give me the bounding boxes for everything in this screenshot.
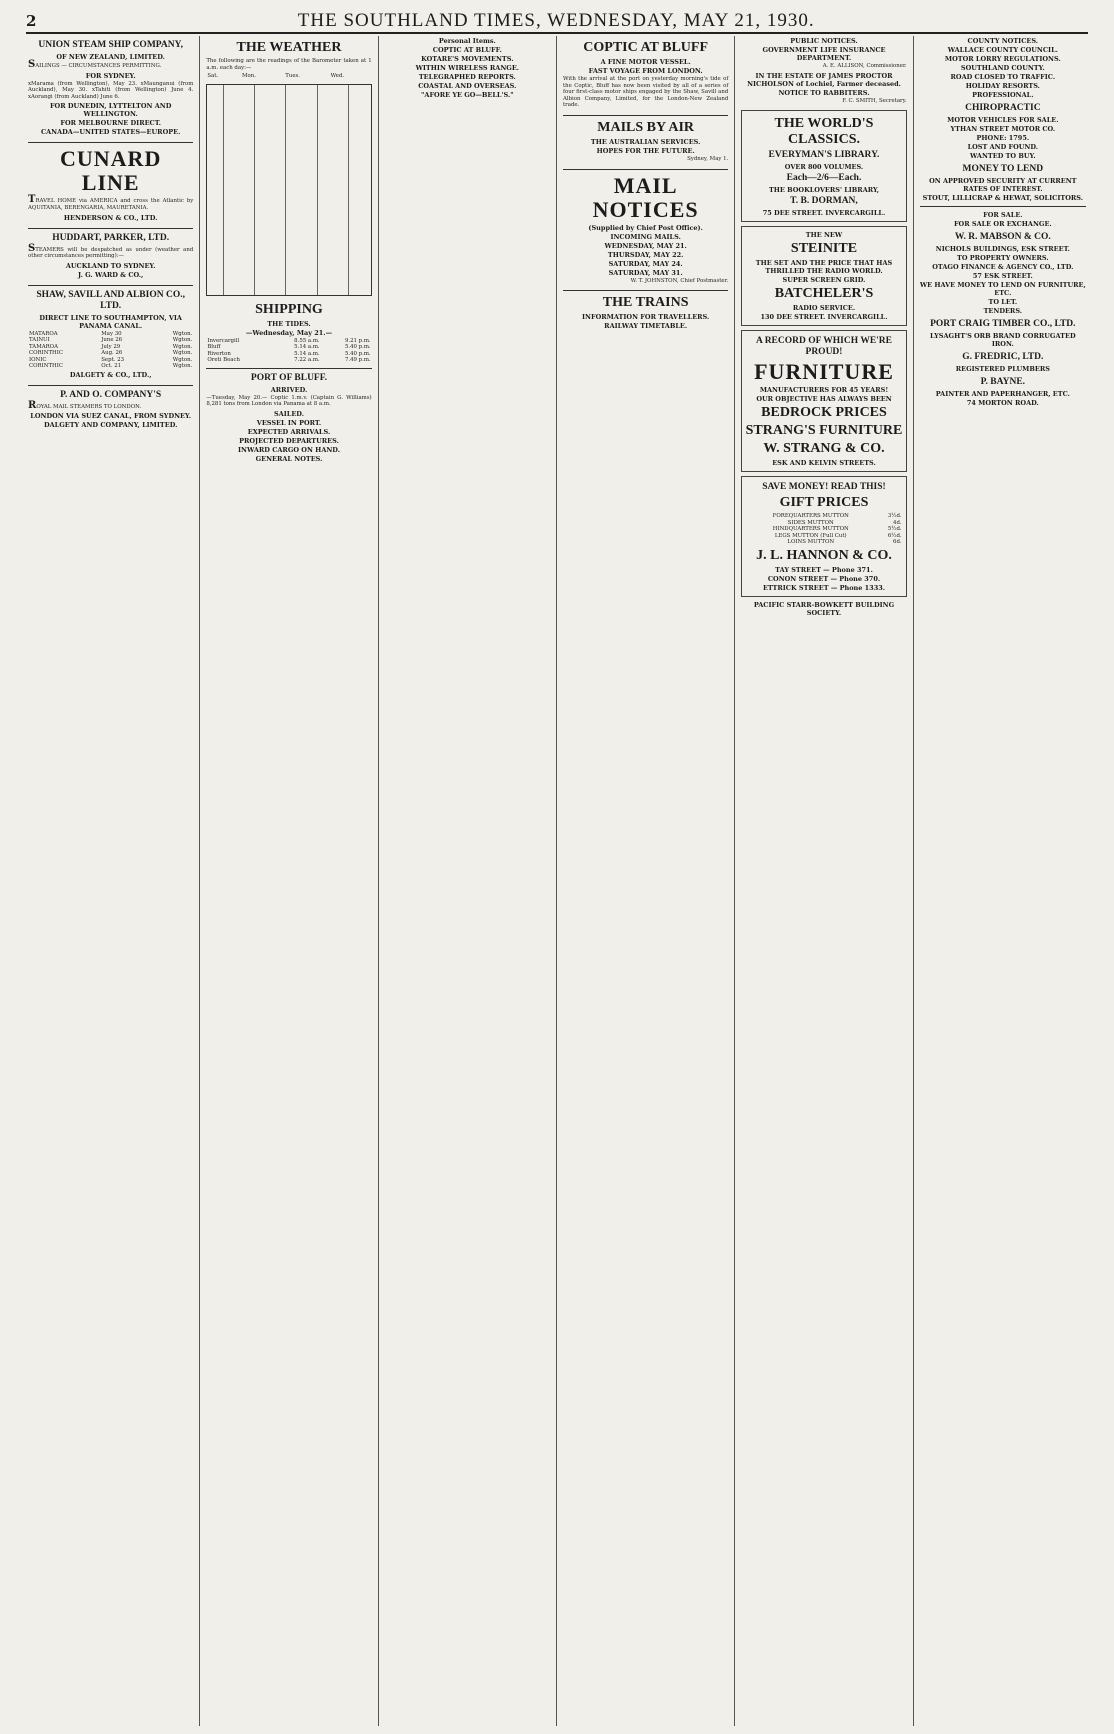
barometer-scale <box>207 85 224 295</box>
mail-notices <box>563 174 728 285</box>
coptic-heading: COPTIC AT BLUFF. <box>432 46 502 54</box>
weather-title: THE WEATHER <box>236 40 342 55</box>
mails-dateline: Sydney, May 1. <box>687 155 729 162</box>
port-title: PORT OF BLUFF. <box>250 372 328 383</box>
table-row: Riverton 5.14 a.m. 5.40 p.m. <box>207 350 371 357</box>
table-row: TAINUI June 26 Wgton. <box>29 337 193 344</box>
po-agent: DALGETY AND COMPANY, LIMITED. <box>43 421 178 430</box>
po-title: P. AND O. COMPANY'S <box>60 389 162 400</box>
vessel-heading: VESSEL IN PORT. <box>256 418 322 427</box>
cunard-text: TRAVEL HOME via AMERICA and cross the Atlantic by AQUITANIA, BERENGARIA, MAURETANIA. <box>28 194 194 211</box>
newspaper-title: THE SOUTHLAND TIMES, WEDNESDAY, MAY 21, 1930. <box>297 10 815 31</box>
rabbit-heading: NOTICE TO RABBITERS. <box>778 88 870 97</box>
coptic-text: With the arrival at the port on yesterday morning's tide of the Coptic, Bluff has now been visited by all of a series of four first-class motor ships engaged by the Shaw, Savill and Albion Company, Limited, for the London-New Zealand trade. <box>562 76 729 109</box>
column-1 <box>22 36 200 1726</box>
cunard-agent: HENDERSON & CO., LTD. <box>63 213 158 222</box>
chiro-heading: CHIROPRACTIC <box>965 103 1041 113</box>
huddart-agent: J. G. WARD & CO., <box>78 270 144 279</box>
shaw-text: DIRECT LINE TO SOUTHAMPTON, VIA PANAMA CANAL. <box>39 313 182 330</box>
inward-heading: INWARD CARGO ON HAND. <box>238 445 340 454</box>
weather-section <box>206 40 371 296</box>
wed-heading: WEDNESDAY, MAY 21. <box>604 241 687 250</box>
public-heading: PUBLIC NOTICES. <box>790 37 858 45</box>
sat31-heading: SATURDAY, MAY 31. <box>608 268 683 277</box>
batcheler-title: BATCHELER'S <box>774 286 874 302</box>
incoming-heading: INCOMING MAILS. <box>610 232 681 241</box>
huddart-title: HUDDART, PARKER, LTD. <box>52 232 170 243</box>
general-heading: GENERAL NOTES. <box>255 454 323 463</box>
table-row: FOREQUARTERS MUTTON 3½d. <box>772 513 902 520</box>
kotare-heading: KOTARE'S MOVEMENTS. <box>421 55 514 63</box>
usc-sailings: SAILINGS — CIRCUMSTANCES PERMITTING. <box>28 59 162 70</box>
weather-day-headers: Sat. Mon. Tues. Wed. <box>207 73 345 80</box>
thu-heading: THURSDAY, MAY 22. <box>607 250 684 259</box>
bedrock-title: BEDROCK PRICES <box>761 405 887 421</box>
column-4 <box>557 36 735 1726</box>
table-row: LEGS MUTTON (Full Cut) 6½d. <box>774 532 902 539</box>
table-row: HINDQUARTERS MUTTON 5½d. <box>772 526 902 533</box>
cunard-ad <box>28 147 193 221</box>
mails-article <box>563 120 728 163</box>
fredric-heading: G. FREDRIC, LTD. <box>962 352 1044 362</box>
everyman-sub: OVER 800 VOLUMES. <box>784 163 864 172</box>
county-heading: COUNTY NOTICES. <box>967 37 1039 45</box>
weather-text: The following are the readings of the Barometer taken at 1 a.m. each day:— <box>206 58 372 71</box>
barometer-chart <box>206 84 371 296</box>
arrived-heading: ARRIVED. <box>270 385 308 394</box>
trains-subtitle: INFORMATION FOR TRAVELLERS. <box>582 313 710 322</box>
divider <box>28 142 193 143</box>
notices-subtitle: (Supplied by Chief Post Office). <box>588 223 703 232</box>
motor-heading: MOTOR LORRY REGULATIONS. <box>944 55 1061 63</box>
property-heading: TO PROPERTY OWNERS. <box>957 254 1049 262</box>
table-row: MATAROA May 30 Wgton. <box>29 330 193 337</box>
column-3 <box>379 36 557 1726</box>
sailed-heading: SAILED. <box>274 409 304 418</box>
column-6 <box>914 36 1092 1726</box>
gov-signed: A. E. ALLISON, Commissioner. <box>822 63 907 69</box>
notices-title: MAIL NOTICES <box>592 172 699 222</box>
table-row: SIDES MUTTON 4d. <box>787 519 902 526</box>
road-heading: ROAD CLOSED TO TRAFFIC. <box>950 73 1056 81</box>
timber-heading: PORT CRAIG TIMBER CO., LTD. <box>930 319 1076 329</box>
county-notices <box>920 37 1086 407</box>
steinite-pre: THE NEW <box>805 231 843 240</box>
steinite-sub: SUPER SCREEN GRID. <box>782 276 866 285</box>
wireless-heading: WITHIN WIRELESS RANGE. <box>415 64 520 72</box>
expected-heading: EXPECTED ARRIVALS. <box>247 427 331 436</box>
classics-ad <box>741 110 906 222</box>
trains-title: THE TRAINS <box>602 295 689 311</box>
shaw-sailings-table <box>28 331 193 370</box>
mabson-address: NICHOLS BUILDINGS, ESK STREET. <box>935 245 1070 253</box>
furniture-title: FURNITURE <box>754 359 894 385</box>
shaw-title: SHAW, SAVILL AND ALBION CO., LTD. <box>36 289 185 311</box>
trains-section <box>563 295 728 330</box>
tides-table <box>206 338 371 364</box>
wanted-heading: WANTED TO BUY. <box>970 152 1036 160</box>
forsale-heading: FOR SALE. <box>983 211 1023 219</box>
dorman: T. B. DORMAN, <box>790 196 858 207</box>
usc-title: UNION STEAM SHIP COMPANY, <box>38 40 183 50</box>
arrived-text: —Tuesday, May 20.— Coptic 1.m.v. (Captain G. Williams) 8,281 tons from London via Panama at 8 a.m. <box>206 394 372 408</box>
gift-title: GIFT PRICES <box>779 495 869 511</box>
save-title: SAVE MONEY! READ THIS! <box>762 482 886 493</box>
table-row: Invercargill 8.55 a.m. 9.21 p.m. <box>207 337 371 344</box>
sat-heading: SATURDAY, MAY 24. <box>608 259 683 268</box>
wallace-heading: WALLACE COUNTY COUNCIL. <box>947 46 1058 54</box>
otago-heading: OTAGO FINANCE & AGENCY CO., LTD. <box>932 263 1074 271</box>
table-row: LOINS MUTTON 6d. <box>787 539 902 546</box>
usc-subtitle: OF NEW ZEALAND, LIMITED. <box>56 53 165 61</box>
masthead <box>26 10 1088 34</box>
mails-subtitle-2: HOPES FOR THE FUTURE. <box>596 146 695 155</box>
shipping-news <box>385 37 550 99</box>
professional-heading: PROFESSIONAL. <box>972 91 1034 99</box>
hannon-ad <box>741 476 906 597</box>
stout-heading: STOUT, LILLICRAP & HEWAT, SOLICITORS. <box>922 194 1083 202</box>
strang-address: ESK AND KELVIN STREETS. <box>772 459 876 468</box>
steinite-ad <box>741 226 906 326</box>
coastal-heading: COASTAL AND OVERSEAS. <box>418 82 517 90</box>
pacific-heading: PACIFIC STARR-BOWKETT BUILDING SOCIETY. <box>753 600 895 617</box>
table-row: CORINTHIC Oct. 21 Wgton. <box>29 363 193 370</box>
po-ad <box>28 390 193 430</box>
telegraph-heading: TELEGRAPHED REPORTS. <box>418 73 516 81</box>
mabson-heading: W. R. MABSON & CO. <box>954 232 1051 242</box>
vehicles-heading: MOTOR VEHICLES FOR SALE. <box>947 116 1059 124</box>
coptic-subtitle-2: FAST VOYAGE FROM LONDON. <box>588 67 703 75</box>
railway-heading: RAILWAY TIMETABLE. <box>604 322 688 331</box>
mails-subtitle: THE AUSTRALIAN SERVICES. <box>590 137 701 146</box>
usc-melbourne-heading: FOR MELBOURNE DIRECT. <box>60 119 161 128</box>
shipping-title: SHIPPING <box>255 301 323 317</box>
barometer-day <box>224 85 255 295</box>
huddart-text: STEAMERS will be despatched as under (weather and other circumstances permitting):— <box>28 242 194 260</box>
furniture-sub: MANUFACTURERS FOR 45 YEARS! <box>759 386 889 395</box>
coptic-article <box>563 40 728 109</box>
shipping-section <box>206 302 371 463</box>
batcheler-sub: RADIO SERVICE. <box>792 304 856 313</box>
barometer-day <box>286 85 317 295</box>
projected-heading: PROJECTED DEPARTURES. <box>239 436 339 445</box>
table-row: Oreti Beach 7.22 a.m. 7.49 p.m. <box>207 357 371 364</box>
barometer-labels <box>349 85 371 295</box>
gov-heading: GOVERNMENT LIFE INSURANCE DEPARTMENT. <box>762 46 886 62</box>
usc-dunedin-heading: FOR DUNEDIN, LYTTELTON AND WELLINGTON. <box>49 102 172 119</box>
southland-heading: SOUTHLAND COUNTY. <box>960 64 1045 72</box>
payne-address: 74 MORTON ROAD. <box>966 399 1039 407</box>
payne-heading: P. BAYNE. <box>980 377 1026 387</box>
everyman-title: EVERYMAN'S LIBRARY. <box>768 150 880 161</box>
tides-date: —Wednesday, May 21.— <box>245 328 333 337</box>
public-notices <box>741 37 906 104</box>
otago-address: 57 ESK STREET. <box>972 272 1033 280</box>
payne-sub: PAINTER AND PAPERHANGER, ETC. <box>935 390 1070 398</box>
columns <box>22 36 1092 1726</box>
coptic-title: COPTIC AT BLUFF <box>583 40 709 55</box>
hannon-phone: CONON STREET — Phone 370. <box>767 574 881 583</box>
barometer-day <box>318 85 349 295</box>
lend-heading: WE HAVE MONEY TO LEND ON FURNITURE, ETC. <box>919 281 1086 297</box>
huddart-ad <box>28 233 193 279</box>
ythan-phone: PHONE: 1795. <box>976 134 1030 142</box>
strangs-title: STRANG'S FURNITURE <box>745 423 903 439</box>
batcheler-address: 130 DEE STREET. INVERCARGILL. <box>760 313 888 322</box>
tenders-heading: TENDERS. <box>983 307 1023 315</box>
bells-heading: "AFORE YE GO—BELL'S." <box>421 91 514 99</box>
postmaster: W. T. JOHNSTON, Chief Postmaster. <box>630 277 729 284</box>
table-row: TAMAROA July 29 Wgton. <box>29 343 193 350</box>
lost-heading: LOST AND FOUND. <box>967 143 1039 151</box>
strang-title: W. STRANG & CO. <box>763 441 885 457</box>
shaw-savill-ad <box>28 290 193 379</box>
po-text: ROYAL MAIL STEAMERS TO LONDON. <box>28 399 142 411</box>
mails-title: MAILS BY AIR <box>597 119 695 135</box>
usc-sydney-heading: FOR SYDNEY. <box>85 71 136 80</box>
cunard-title: CUNARD LINE <box>60 146 162 196</box>
record-title: A RECORD OF WHICH WE'RE PROUD! <box>755 336 892 358</box>
table-row: CORINTHIC Aug. 26 Wgton. <box>29 350 193 357</box>
tides-heading: THE TIDES. <box>267 319 311 328</box>
exchange-heading: FOR SALE OR EXCHANGE. <box>953 220 1052 228</box>
coptic-subtitle: A FINE MOTOR VESSEL. <box>600 58 691 66</box>
table-row: IONIC Sept. 23 Wgton. <box>29 356 193 363</box>
column-2 <box>200 36 378 1726</box>
fredric-sub: REGISTERED PLUMBERS <box>955 365 1050 373</box>
holiday-heading: HOLIDAY RESORTS. <box>965 82 1040 90</box>
divider <box>28 285 193 286</box>
steinite-title: STEINITE <box>790 241 858 257</box>
usc-canada-heading: CANADA—UNITED STATES—EUROPE. <box>40 128 181 137</box>
hannon-title: J. L. HANNON & CO. <box>756 547 892 563</box>
dorman-address: 75 DEE STREET. INVERCARGILL. <box>762 209 886 218</box>
po-route: LONDON VIA SUEZ CANAL, FROM SYDNEY. <box>30 412 192 421</box>
money-heading: MONEY TO LEND <box>962 164 1044 174</box>
barometer-day <box>255 85 286 295</box>
strang-ad <box>741 330 906 472</box>
everyman-price: Each—2/6—Each. <box>786 173 862 184</box>
ythan-heading: YTHAN STREET MOTOR CO. <box>950 125 1056 133</box>
rabbit-signed: F. C. SMITH, Secretary. <box>842 97 907 104</box>
gift-prices-table <box>745 513 902 546</box>
hannon-phone: ETTRICK STREET — Phone 1333. <box>762 583 886 592</box>
personal-heading: Personal Items. <box>438 37 496 45</box>
usc-sydney-text: xMarama (from Wellington), May 23. xMaunganui (from Auckland), May 30. xTahiti (from Wellington) June 4. xAorangi (from Auckland) June 6. <box>28 80 194 100</box>
lysaght-heading: LYSAGHT'S ORB BRAND CORRUGATED IRON. <box>930 332 1076 348</box>
table-row: Bluff 5.14 a.m. 5.40 p.m. <box>207 344 371 351</box>
divider <box>28 385 193 386</box>
money-sub: ON APPROVED SECURITY AT CURRENT RATES OF INTEREST. <box>929 177 1077 193</box>
steinite-text: THE SET AND THE PRICE THAT HAS THRILLED THE RADIO WORLD. <box>755 259 893 276</box>
hannon-phone: TAY STREET — Phone 371. <box>775 565 873 574</box>
union-steamship-ad <box>28 40 193 136</box>
divider <box>28 228 193 229</box>
let-heading: TO LET. <box>988 298 1018 306</box>
shaw-agent: DALGETY & CO., LTD., <box>69 370 152 379</box>
estate-heading: IN THE ESTATE OF JAMES PROCTOR NICHOLSON of Lochiel, Farmer deceased. <box>747 71 901 88</box>
bedrock-pre: OUR OBJECTIVE HAS ALWAYS BEEN <box>756 395 892 404</box>
huddart-route: AUCKLAND TO SYDNEY. <box>65 261 156 270</box>
booklovers: THE BOOKLOVERS' LIBRARY, <box>768 186 880 195</box>
classics-title: THE WORLD'S CLASSICS. <box>774 116 874 148</box>
page-number: 2 <box>26 12 37 30</box>
column-5 <box>735 36 913 1726</box>
